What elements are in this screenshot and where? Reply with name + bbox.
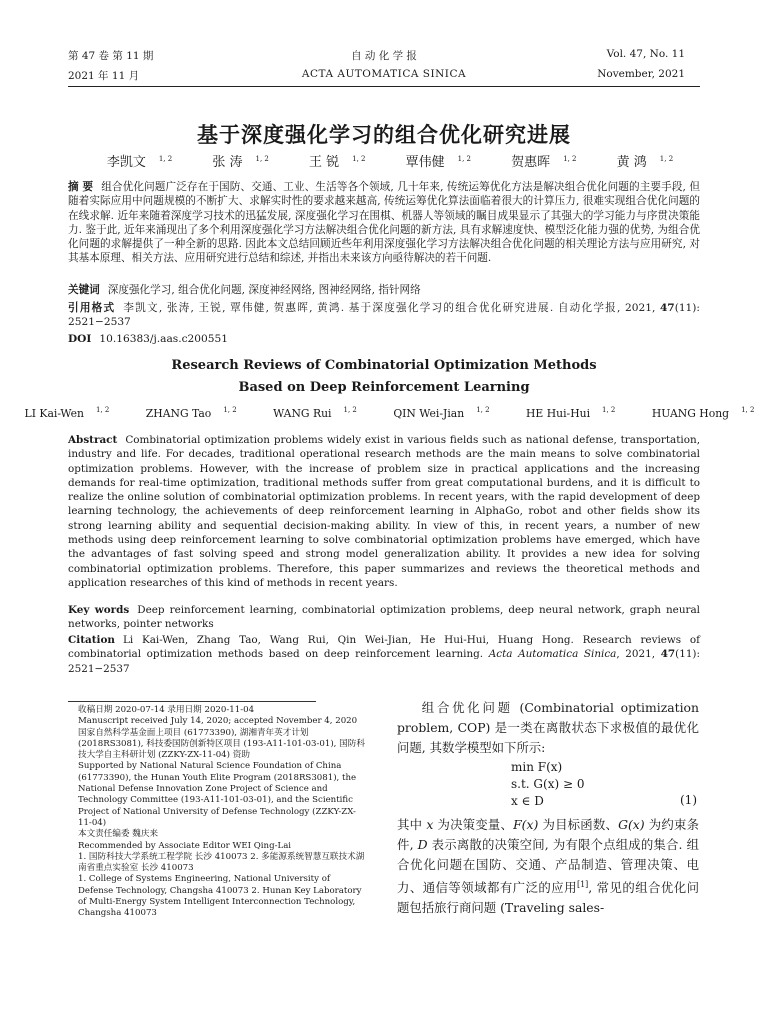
equation-number: (1) — [680, 793, 697, 807]
doi-value: 10.16383/j.aas.c200551 — [99, 333, 228, 345]
author-en: HUANG Hong $^{1, 2}$ — [651, 406, 755, 420]
abstract-en-label: Abstract — [68, 434, 118, 446]
paper-title-cn: 基于深度强化学习的组合优化研究进展 — [197, 122, 571, 147]
footnotes — [68, 705, 366, 920]
reference-link[interactable]: [1] — [576, 880, 589, 889]
body-paragraph-2: 其中 x 为决策变量、F(x) 为目标函数、G(x) 为约束条件, D 表示离散的决策空间, 为有限个点组成的集合. 组合优化问题在国防、交通、产品制造、管理决策、电力、通信等领域都有广泛的应用[1], 常见的组合优化问题包括旅行商问题 (Traveling sales- — [397, 817, 699, 916]
abstract-en-text: Combinatorial optimization problems widely exist in various fields such as national defense, transportation, industry and life. For decades, traditional operational research methods are the main means to solve combinatorial optimization problems. However, with the increase of problem size in practical applications and the increasing demands for real-time optimization, traditional methods suffer from great computational burdens, and it is difficult to realize the online solution of combinatorial optimization problems. In recent years, with the rapid development of deep learning technology, the achievements of deep reinforcement learning in AlphaGo, robot and other fields show its strong learning ability and sequential decision-making ability. In view of this, in recent years, a number of new methods using deep reinforcement learning to solve combinatorial optimization problems have emerged, which have the advantages of fast solving speed and strong model generalization ability. It provides a new idea for solving combinatorial optimization problems. Therefore, this paper summarizes and reviews the theoretical methods and application researches of this kind of methods in recent years. — [68, 434, 700, 589]
author-en: HE Hui-Hui $^{1, 2}$ — [526, 406, 616, 420]
journal-name-cn: 自 动 化 学 报 — [351, 50, 417, 62]
abstract-cn — [68, 180, 700, 266]
keywords-cn-label: 关键词 — [68, 284, 100, 296]
citation-cn: 引用格式 李凯文, 张涛, 王锐, 覃伟健, 贺惠晖, 黄鸿. 基于深度强化学习的组合优化研究进展. 自动化学报, 2021, 47(11): 2521−2537 — [68, 302, 701, 329]
affiliation-cn: 1. 国防科技大学系统工程学院 长沙 410073 2. 多能源系统智慧互联技术湖南省重点实验室 长沙 410073 — [78, 851, 365, 874]
abstract-cn-text: 组合优化问题广泛存在于国防、交通、工业、生活等各个领域, 几十年来, 传统运筹优化方法是解决组合优化问题的主要手段, 但随着实际应用中问题规模的不断扩大、求解实时性的要求越来越高, 传统运筹优化算法面临着很大的计算压力, 很难实现组合优化问题的在线求解. 近年来随着深度学习技术的迅猛发展, 深度强化学习在围棋、机器人等领域的瞩目成果显示了其强大的学习能力与序贯决策能力. 鉴于此, 近年来涌现出了多个利用深度强化学习方法解决组合优化问题的新方法, 具有求解速度快、模型泛化能力强的优势, 为组合优化问题的求解提供了一种全新的思路. 因此本文总结回顾近些年利用深度强化学习方法解决组合优化问题的相关理论方法与应用研究, 对其基本原理、相关方法、应用研究进行总结和综述, 并指出未来该方向亟待解决的若干问题. — [68, 181, 700, 265]
footnote-rule — [68, 701, 316, 702]
equation-objective: min F(x) — [511, 760, 563, 774]
date-cn: 2021 年 11 月 — [68, 70, 140, 82]
author-cn: 覃伟健 $^{1, 2}$ — [405, 154, 471, 170]
author-en: LI Kai-Wen $^{1, 2}$ — [24, 406, 110, 420]
editor-en: Recommended by Associate Editor WEI Qing-Lai — [78, 840, 292, 851]
equation-domain: x ∈ D — [511, 794, 544, 808]
keywords-en-label: Key words — [68, 604, 130, 616]
doi-label: DOI — [68, 333, 92, 345]
keywords-en: Key words Deep reinforcement learning, combinatorial optimization problems, deep neural network, graph neural networks, pointer networks — [68, 604, 700, 631]
author-cn: 黄 鸿 $^{1, 2}$ — [616, 154, 674, 170]
author-cn: 贺惠晖 $^{1, 2}$ — [511, 154, 577, 170]
received-date-cn: 收稿日期 2020-07-14 录用日期 2020-11-04 — [78, 705, 255, 715]
citation-en-label: Citation — [68, 634, 115, 646]
paper-title-en: Research Reviews of Combinatorial Optimization Methods Based on Deep Reinforcement Learning — [171, 358, 597, 395]
abstract-en — [68, 433, 700, 590]
received-date-en: Manuscript received July 14, 2020; accepted November 4, 2020 — [78, 716, 358, 727]
date-en: November, 2021 — [597, 68, 685, 80]
author-list-en — [0, 406, 768, 420]
funding-cn: 国家自然科学基金面上项目 (61773390), 湖湘青年英才计划 (2018RS3081), 科技委国防创新特区项目 (193-A11-101-03-01), 国防科技大学自主科研计划 (ZZKY-ZX-11-04) 资助 — [78, 727, 365, 761]
header-rule — [68, 86, 700, 87]
author-cn: 王 锐 $^{1, 2}$ — [308, 154, 366, 170]
funding-en: Supported by National Natural Science Foundation of China (61773390), the Hunan Youth Elite Program (2018RS3081), the National Defense Innovation Zone Project of Science and Technology Committee (193-A11-101-03-01), and the Scientific Project of National University of Defense Technology (ZZKY-ZX-11-04) — [78, 761, 357, 828]
affiliation-en: 1. College of Systems Engineering, National University of Defense Technology, Changsha 410073 2. Hunan Key Laboratory of Multi-Energy System Intelligent Interconnection Technology, Changsha 410073 — [78, 874, 362, 919]
author-en: WANG Rui $^{1, 2}$ — [273, 406, 357, 420]
citation-cn-label: 引用格式 — [68, 302, 116, 314]
volume-issue-en: Vol. 47, No. 11 — [606, 48, 685, 60]
volume-issue-cn: 第 47 卷 第 11 期 — [68, 50, 154, 62]
author-cn: 张 涛 $^{1, 2}$ — [212, 154, 269, 170]
author-list-cn — [0, 151, 768, 170]
citation-en: Citation Li Kai-Wen, Zhang Tao, Wang Rui, Qin Wei-Jian, He Hui-Hui, Huang Hong. Research reviews of combinatorial optimization methods based on deep reinforcement learning. Acta Automatica Sinica, 2021, 47(11): 2521−2537 — [68, 634, 700, 675]
abstract-cn-label: 摘 要 — [68, 181, 94, 193]
keywords-cn: 关键词 深度强化学习, 组合优化问题, 深度神经网络, 图神经网络, 指针网络 — [68, 284, 421, 296]
doi — [68, 332, 700, 346]
body-paragraph-1: 组合优化问题 (Combinatorial optimization problem, COP) 是一类在离散状态下求极值的最优化问题, 其数学模型如下所示: — [397, 700, 699, 755]
author-en: ZHANG Tao $^{1, 2}$ — [145, 406, 237, 420]
author-cn: 李凯文 $^{1, 2}$ — [106, 154, 173, 170]
journal-name-en: ACTA AUTOMATICA SINICA — [301, 68, 467, 80]
author-en: QIN Wei-Jian $^{1, 2}$ — [393, 406, 490, 420]
equation-constraint: s.t. G(x) ≥ 0 — [511, 777, 585, 791]
editor-cn: 本文责任编委 魏庆来 — [78, 829, 159, 840]
